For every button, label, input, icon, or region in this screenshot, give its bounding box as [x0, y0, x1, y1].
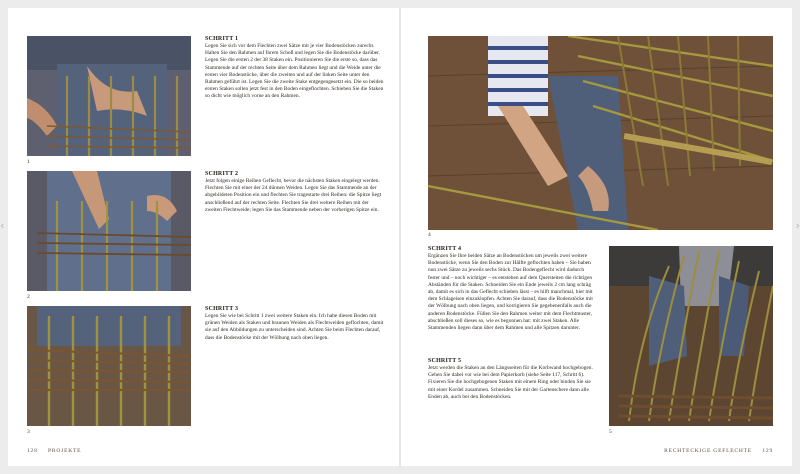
step-5 — [428, 358, 594, 401]
weaving-hands-photo-1 — [27, 36, 191, 156]
figure-number-5: 5 — [609, 429, 612, 435]
page-gutter — [399, 8, 401, 466]
step-4-text: Ergänzen Sie Ihre beiden Sätze an Bodenstöcken um jeweils zwei weitere Bodenstöcke, wenn Sie den Boden zur Hälfte geflochten haben – Sie haben nun zwei Sätze zu jeweils sechs Stück. Das Bodengeflecht wird dadurch fester und – noch wichtiger – es entstehen auf dem Quersteiten die richtigen Abständen für die Staken. Schneiden Sie ein Ende jeweils 2 cm lang schräg ab, damit es sich in das Geflecht schieben lässt – es hilft manchmal, hier mit dem Schlageisen einzuklopfen. Achten Sie darauf, dass die Bodenstöcke mit der Wölbung nach oben liegen, und korrigieren Sie gegebenenfalls auch die anderen Bodenstöcke. Füllen Sie den Rahmen weiter mit dem Flechtmuster, abschließen soll dieses so, wie es begonnen hat: mit zwei Staken. Alle Stammenden liegen dann über dem Rahmen und alle Spitzen darunter. — [428, 253, 593, 332]
weaving-hands-photo-2 — [27, 171, 191, 291]
step-4-title: SCHRITT 4 — [428, 246, 462, 252]
step-3-text: Legen Sie wie bei Schritt 1 zwei weitere Staken ein. Ich habe diesen Boden mit grünen Weiden als Staken und braunen Weiden als Flechtweiden geflochten, damit sie auf den Abbildungen zu unterscheiden sind. Achten Sie beim Flechten darauf, dass die Bodenstöcke mit der Wölbung nach oben liegen. — [205, 313, 384, 341]
prev-page-glyph[interactable]: ‹ — [0, 219, 5, 232]
step-2 — [205, 171, 386, 214]
step-5-title: SCHRITT 5 — [428, 358, 462, 364]
step-1 — [205, 36, 386, 101]
chevron-left-icon[interactable] — [0, 219, 8, 238]
right-footer — [664, 448, 773, 454]
step-1-title: SCHRITT 1 — [205, 36, 239, 42]
left-page-number: 128 — [27, 448, 38, 454]
basket-sides-photo-5 — [609, 246, 773, 426]
step-3 — [205, 306, 386, 342]
step-photo-4 — [428, 36, 773, 230]
weaving-mat-photo-3 — [27, 306, 191, 426]
step-4 — [428, 246, 594, 332]
step-photo-1 — [27, 36, 191, 156]
figure-number-3: 3 — [27, 429, 30, 435]
chevron-right-icon[interactable] — [792, 219, 800, 238]
step-photo-3 — [27, 306, 191, 426]
left-footer — [27, 448, 81, 454]
right-running-head: RECHTECKIGE GEFLECHTE — [664, 448, 752, 454]
step-1-text: Legen Sie sich vor dem Flechten zwei Sätze mit je vier Bodenstöcken zurecht. Halten Sie den Rahmen auf Ihrem Schoß und legen Sie die Bodenstöcke darüber. Legen Sie die ersten 2 der 38 Staken ein. Positionieren Sie die erste so, dass das Stammende auf der rechten Seite über dem Rahmen liegt und die Weide unter die ersten vier Bodenstöcke, über die zweiten und auf der linken Seite unter den Rahmen geführt ist. Legen Sie die zweite Stake entgegengesetzt ein. Die so beiden ersten Staken sollen jetzt fest in den Boden eingeflochten. Schieben Sie die Staken so dicht wie möglich vorne an den Rahmen. — [205, 43, 384, 100]
right-page-number: 129 — [762, 448, 773, 454]
next-page-glyph[interactable]: › — [795, 219, 800, 232]
step-3-title: SCHRITT 3 — [205, 306, 239, 312]
figure-number-1: 1 — [27, 159, 30, 165]
figure-number-2: 2 — [27, 294, 30, 300]
left-running-head: PROJEKTE — [48, 448, 82, 454]
weaving-frame-photo-4 — [428, 36, 773, 230]
figure-number-4: 4 — [428, 232, 431, 238]
step-photo-5 — [609, 246, 773, 426]
step-photo-2 — [27, 171, 191, 291]
step-2-text: Jetzt folgen einige Reihen Geflecht, bevor die nächsten Staken eingelegt werden. Flechten Sie mit einer der 24 dünnen Weiden. Legen Sie das Stammende an der abgebildeten Position ein und flechten Sie tragestarte drei Reihen: die Spitze liegt anschließend auf der rechten Seite. Flechten Sie drei weitere Reihen mit der zweiten Flechtweide; legen Sie das Stammende neben der vorherigen Spitze ein. — [205, 178, 382, 213]
step-2-title: SCHRITT 2 — [205, 171, 239, 177]
step-5-text: Jetzt werden die Staken an den Längsseiten für die Korbwand hochgebogen. Gehen Sie dabei vor wie bei dem Papierkorb (siehe Seite 117, Schritt 6). Fixieren Sie die hochgebogenen Staken mit einem Ring oder binden Sie sie mit einer Kordel zusammen. Schneiden Sie mit der Gartenschere dann alle Enden ab, auch bei den Bodenstöcken. — [428, 365, 593, 400]
